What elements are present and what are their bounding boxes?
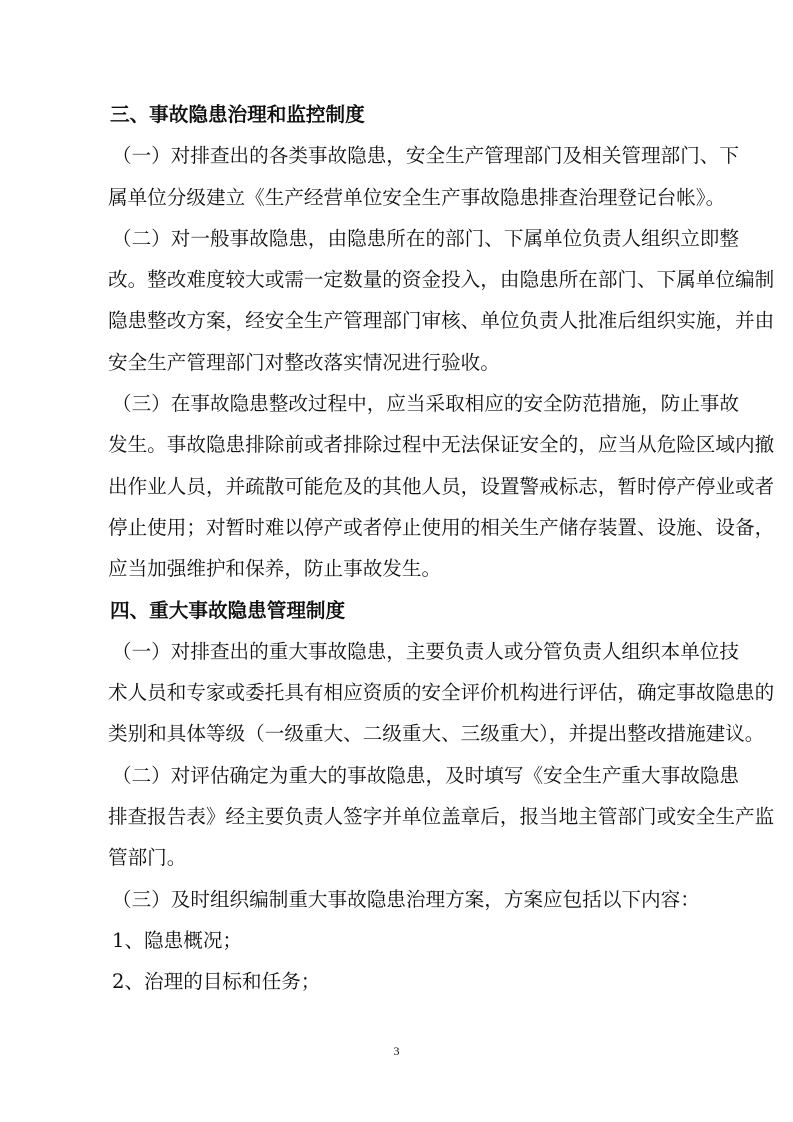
- text-line: （三）在事故隐患整改过程中，应当采取相应的安全防范措施，防止事故: [112, 392, 739, 416]
- text-line: 停止使用；对暂时难以停产或者停止使用的相关生产储存装置、设施、设备，: [108, 515, 775, 539]
- text-line: （一）对排查出的各类事故隐患，安全生产管理部门及相关管理部门、下: [112, 144, 739, 168]
- text-line: （二）对一般事故隐患，由隐患所在的部门、下属单位负责人组织立即整: [112, 226, 739, 250]
- text-line: 排查报告表》经主要负责人签字并单位盖章后，报当地主管部门或安全生产监: [108, 805, 775, 829]
- text-line: 2、治理的目标和任务；: [112, 970, 321, 994]
- text-line: 改。整改难度较大或需一定数量的资金投入，由隐患所在部门、下属单位编制: [108, 268, 775, 292]
- text-line: 类别和具体等级（一级重大、二级重大、三级重大），并提出整改措施建议。: [108, 722, 765, 746]
- text-line: 隐患整改方案，经安全生产管理部门审核、单位负责人批准后组织实施，并由: [108, 309, 775, 333]
- text-line: （三）及时组织编制重大事故隐患治理方案，方案应包括以下内容：: [112, 887, 700, 911]
- text-line: （一）对排查出的重大事故隐患，主要负责人或分管负责人组织本单位技: [112, 639, 739, 663]
- text-line: 1、隐患概况；: [112, 928, 243, 952]
- document-body: [108, 94, 775, 1003]
- text-line: （二）对评估确定为重大的事故隐患，及时填写《安全生产重大事故隐患: [112, 763, 739, 787]
- section-heading: 四、重大事故隐患管理制度: [110, 598, 346, 622]
- section-heading: 三、事故隐患治理和监控制度: [110, 103, 365, 126]
- text-line: 管部门。: [108, 846, 187, 870]
- text-line: 出作业人员，并疏散可能危及的其他人员，设置警戒标志，暂时停产停业或者: [108, 474, 775, 498]
- text-line: 属单位分级建立《生产经营单位安全生产事故隐患排查治理登记台帐》。: [108, 185, 726, 209]
- text-line: 发生。事故隐患排除前或者排除过程中无法保证安全的，应当从危险区域内撤: [108, 433, 775, 457]
- text-line: 术人员和专家或委托具有相应资质的安全评价机构进行评估，确定事故隐患的: [108, 681, 775, 705]
- page-number: 3: [393, 1044, 400, 1058]
- text-line: 安全生产管理部门对整改落实情况进行验收。: [108, 350, 500, 374]
- text-line: 应当加强维护和保养，防止事故发生。: [108, 557, 442, 581]
